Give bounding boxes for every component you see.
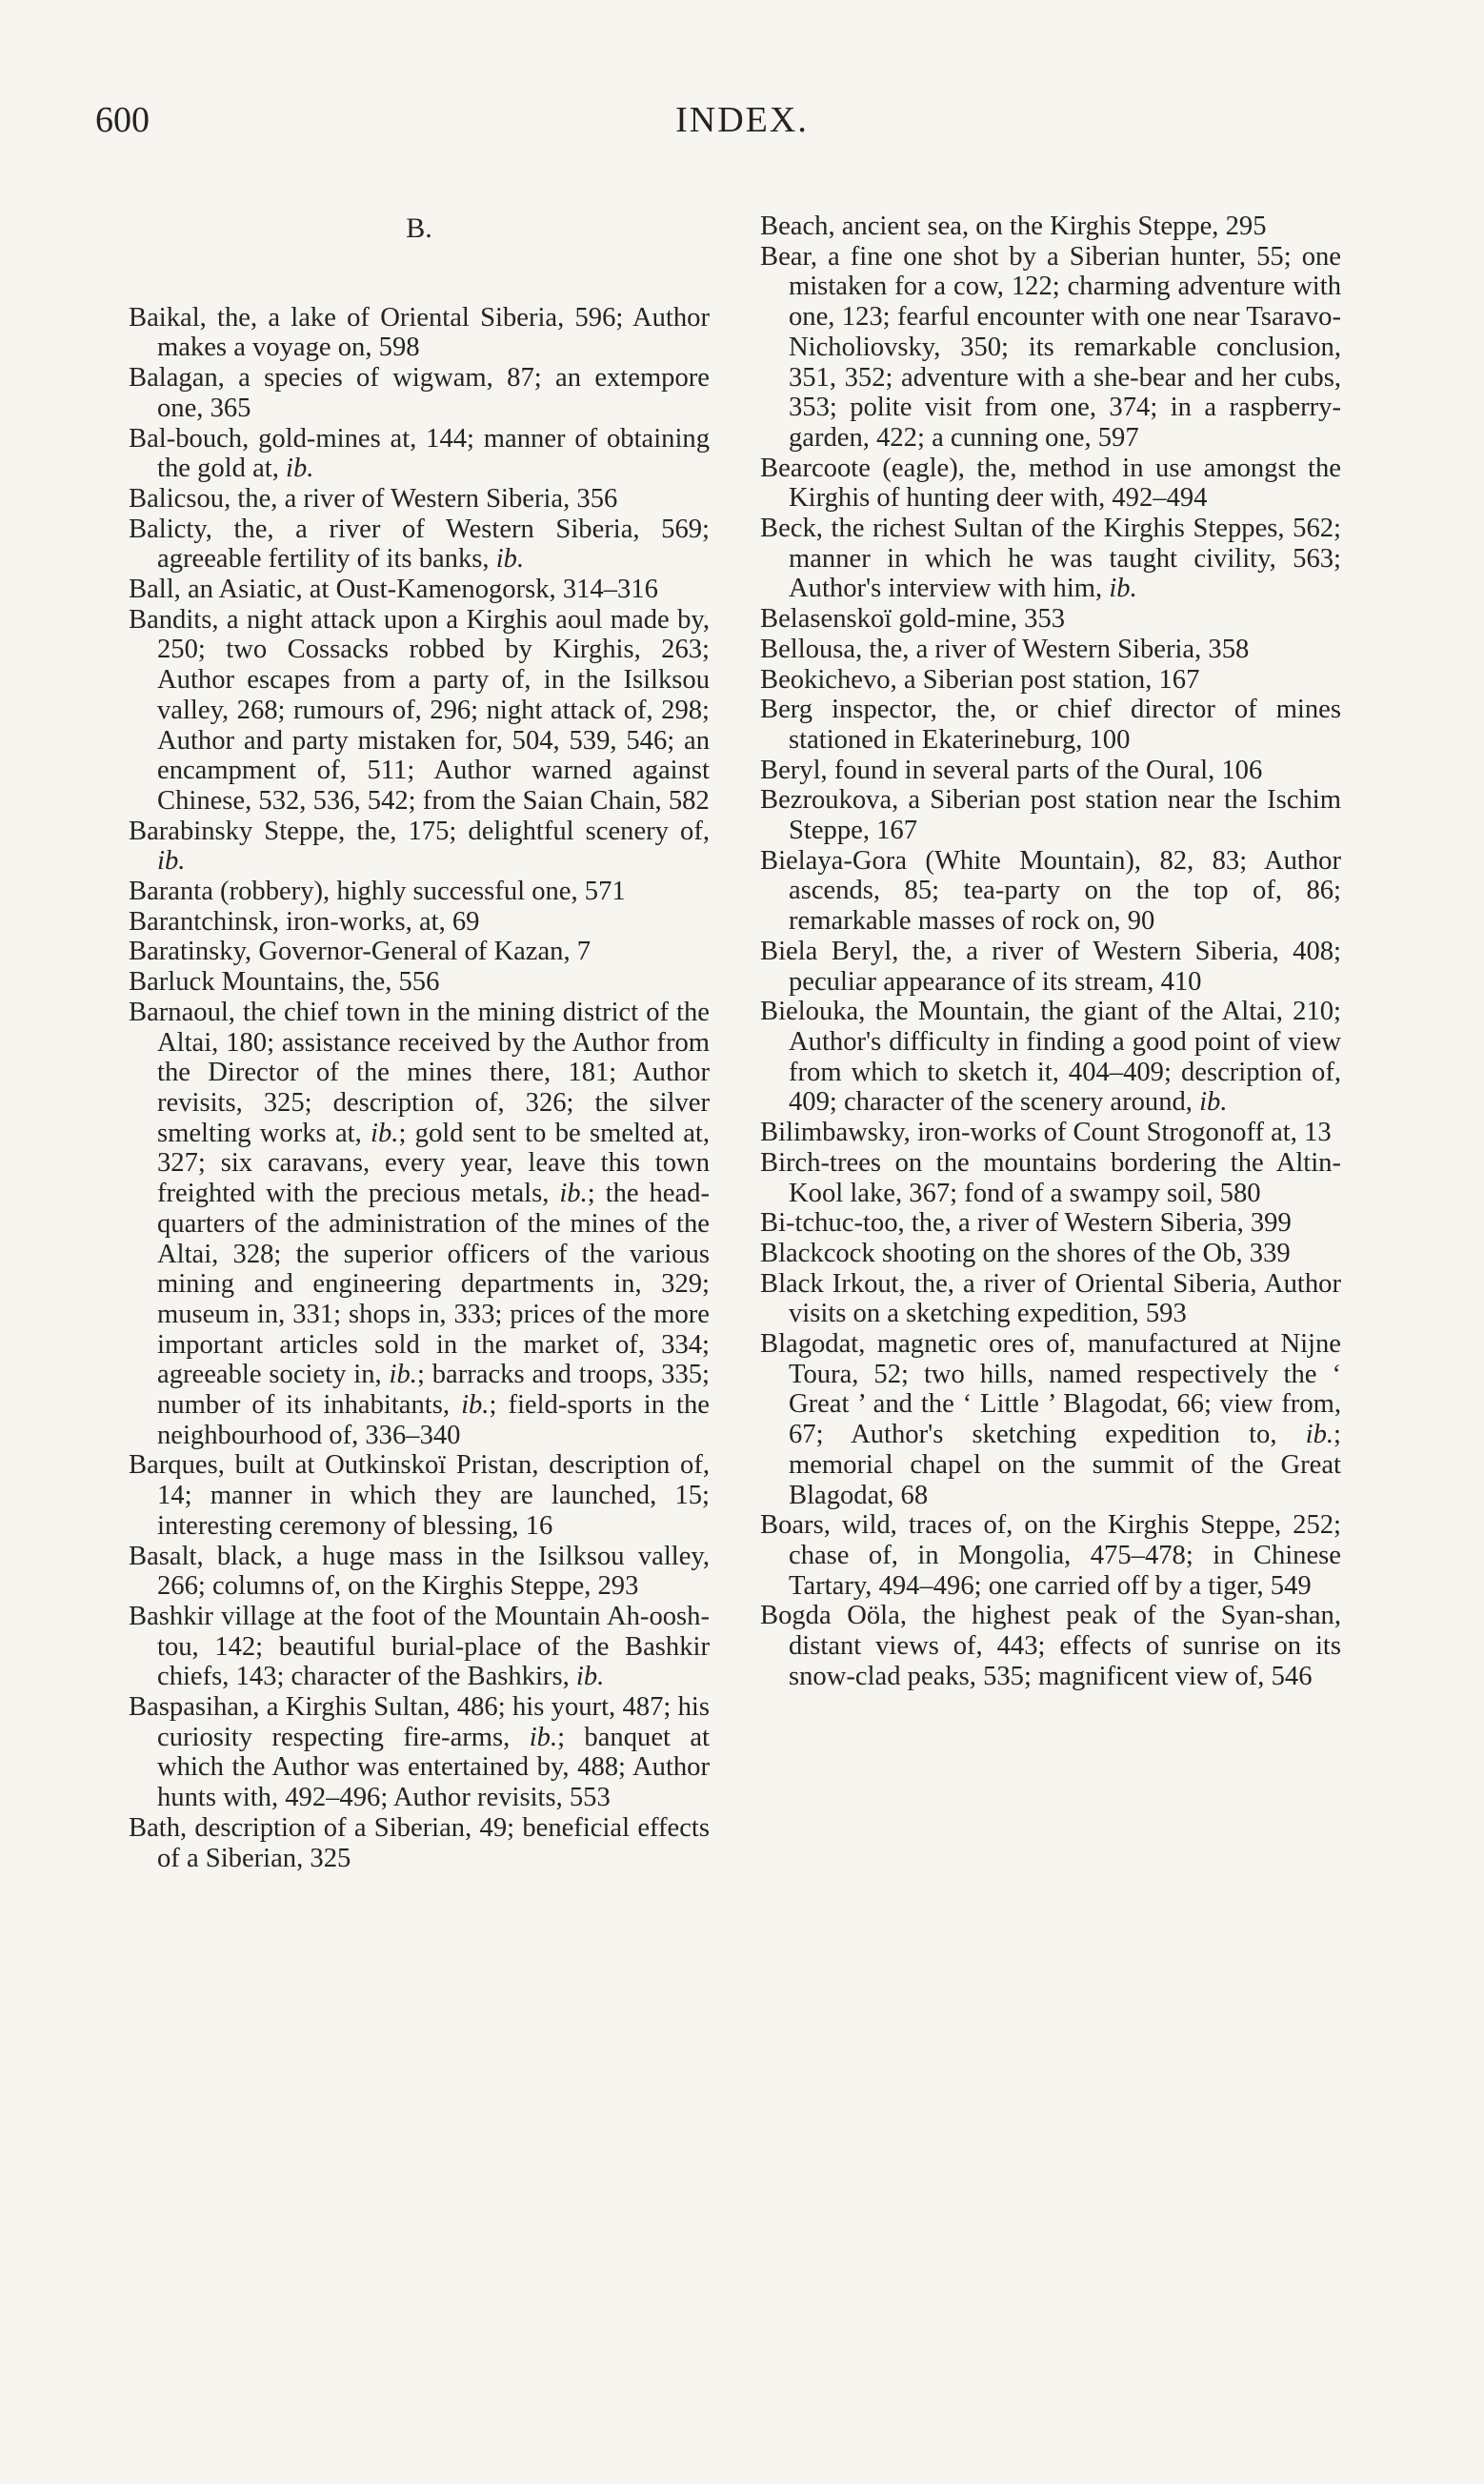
index-entry: Bal-bouch, gold-mines at, 144; manner of obtaining the gold at, ib. bbox=[129, 423, 710, 484]
index-entry: Baikal, the, a lake of Oriental Siberia, 596; Author makes a voyage on, 598 bbox=[129, 302, 710, 363]
index-entry: Biela Beryl, the, a river of Western Siberia, 408; peculiar appearance of its stream, 410 bbox=[760, 936, 1341, 997]
index-entry: Barluck Mountains, the, 556 bbox=[129, 967, 440, 998]
index-entry: Basalt, black, a huge mass in the Isilksou valley, 266; columns of, on the Kirghis Steppe, 293 bbox=[129, 1541, 710, 1602]
index-entry: Baranta (robbery), highly successful one, 571 bbox=[129, 877, 626, 907]
index-entry: Bearcoote (eagle), the, method in use amongst the Kirghis of hunting deer with, 492–494 bbox=[760, 453, 1341, 514]
index-entry: Bielouka, the Mountain, the giant of the Altai, 210; Author's difficulty in finding a good point of view from which to sketch it, 404–409; description of, 409; character of the scenery around, ib. bbox=[760, 997, 1341, 1118]
index-entry: Beach, ancient sea, on the Kirghis Steppe, 295 bbox=[760, 212, 1267, 241]
index-entry: Black Irkout, the, a river of Oriental Siberia, Author visits on a sketching expedition, 593 bbox=[760, 1268, 1341, 1329]
index-entry: Bogda Oöla, the highest peak of the Syan-shan, distant views of, 443; effects of sunrise on its snow-clad peaks, 535; magnificent view of, 546 bbox=[760, 1601, 1341, 1691]
index-entry: Barnaoul, the chief town in the mining district of the Altai, 180; assistance received by the Author from the Director of the mines there, 181; Author revisits, 325; description of, 326; the silver smelting works at, ib.; gold sent to be smelted at, 327; six caravans, every year, leave this town freighted with the precious metals, ib.; the head-quarters of the administration of the mines of the Altai, 328; the superior officers of the various mining and engineering departments in, 329; museum in, 331; shops in, 333; prices of the more important articles sold in the market of, 334; agreeable society in, ib.; barracks and troops, 335; number of its inhabitants, ib.; field-sports in the neighbourhood of, 336–340 bbox=[129, 997, 710, 1450]
right-column bbox=[760, 212, 1341, 1691]
index-entry: Bandits, a night attack upon a Kirghis aoul made by, 250; two Cossacks robbed by Kirghis, 263; Author escapes from a party of, in the Isilksou valley, 268; rumours of, 296; night attack of, 298; Author and party mistaken for, 504, 539, 546; an encampment of, 511; Author warned against Chinese, 532, 536, 542; from the Saian Chain, 582 bbox=[129, 604, 710, 816]
index-entry: Bezroukova, a Siberian post station near the Ischim Steppe, 167 bbox=[760, 785, 1341, 846]
right-entry-list bbox=[760, 212, 1341, 1691]
index-entry: Bi-tchuc-too, the, a river of Western Siberia, 399 bbox=[760, 1208, 1292, 1239]
index-entry: Balagan, a species of wigwam, 87; an extempore one, 365 bbox=[129, 363, 710, 423]
index-entry: Bilimbawsky, iron-works of Count Strogonoff at, 13 bbox=[760, 1118, 1332, 1148]
index-entry: Berg inspector, the, or chief director of mines stationed in Ekaterineburg, 100 bbox=[760, 695, 1341, 755]
left-column bbox=[129, 213, 710, 1873]
section-heading: B. bbox=[406, 212, 432, 244]
index-entry: Bashkir village at the foot of the Mountain Ah-oosh-tou, 142; beautiful burial-place of the Bashkir chiefs, 143; character of the Bashkirs, ib. bbox=[129, 1601, 710, 1692]
index-entry: Belasenskoï gold-mine, 353 bbox=[760, 604, 1066, 635]
index-entry: Beokichevo, a Siberian post station, 167 bbox=[760, 664, 1200, 695]
index-entry: Bielaya-Gora (White Mountain), 82, 83; Author ascends, 85; tea-party on the top of, 86; remarkable masses of rock on, 90 bbox=[760, 845, 1341, 937]
running-head: INDEX. bbox=[675, 100, 809, 140]
page-number: 600 bbox=[95, 100, 150, 140]
index-entry: Beck, the richest Sultan of the Kirghis Steppes, 562; manner in which he was taught civility, 563; Author's interview with him, ib. bbox=[760, 514, 1341, 604]
index-entry: Barques, built at Outkinskoï Pristan, description of, 14; manner in which they are launched, 15; interesting ceremony of blessing, 16 bbox=[129, 1450, 710, 1541]
index-entry: Bear, a fine one shot by a Siberian hunter, 55; one mistaken for a cow, 122; charming adventure with one, 123; fearful encounter with one near Tsaravo-Nicholiovsky, 350; its remarkable conclusion, 351, 352; adventure with a she-bear and her cubs, 353; polite visit from one, 374; in a raspberry-garden, 422; a cunning one, 597 bbox=[760, 241, 1341, 453]
index-entry: Beryl, found in several parts of the Oural, 106 bbox=[760, 755, 1263, 785]
index-entry: Boars, wild, traces of, on the Kirghis Steppe, 252; chase of, in Mongolia, 475–478; in Chinese Tartary, 494–496; one carried off by a tiger, 549 bbox=[760, 1510, 1341, 1601]
index-entry: Bath, description of a Siberian, 49; beneficial effects of a Siberian, 325 bbox=[129, 1812, 710, 1873]
index-entry: Balicty, the, a river of Western Siberia, 569; agreeable fertility of its banks, ib. bbox=[129, 514, 710, 575]
index-entry: Baratinsky, Governor-General of Kazan, 7 bbox=[129, 937, 592, 967]
index-entry: Bellousa, the, a river of Western Siberia, 358 bbox=[760, 634, 1250, 664]
index-entry: Blackcock shooting on the shores of the Ob, 339 bbox=[760, 1238, 1291, 1268]
left-entry-list bbox=[129, 303, 710, 1874]
index-entry: Ball, an Asiatic, at Oust-Kamenogorsk, 314–316 bbox=[129, 575, 658, 605]
index-entry: Baspasihan, a Kirghis Sultan, 486; his yourt, 487; his curiosity respecting fire-arms, ib.; banquet at which the Author was entertained by, 488; Author hunts with, 492–496; Author revisits, 553 bbox=[129, 1692, 710, 1813]
index-entry: Birch-trees on the mountains bordering the Altin-Kool lake, 367; fond of a swampy soil, 580 bbox=[760, 1147, 1341, 1208]
index-entry: Barabinsky Steppe, the, 175; delightful scenery of, ib. bbox=[129, 816, 710, 877]
index-entry: Barantchinsk, iron-works, at, 69 bbox=[129, 906, 480, 937]
index-entry: Balicsou, the, a river of Western Siberia, 356 bbox=[129, 483, 618, 514]
index-entry: Blagodat, magnetic ores of, manufactured at Nijne Toura, 52; two hills, named respectively the ‘ Great ’ and the ‘ Little ’ Blagodat, 66; view from, 67; Author's sketching expedition to, ib.; memorial chapel on the summit of the Great Blagodat, 68 bbox=[760, 1329, 1341, 1510]
